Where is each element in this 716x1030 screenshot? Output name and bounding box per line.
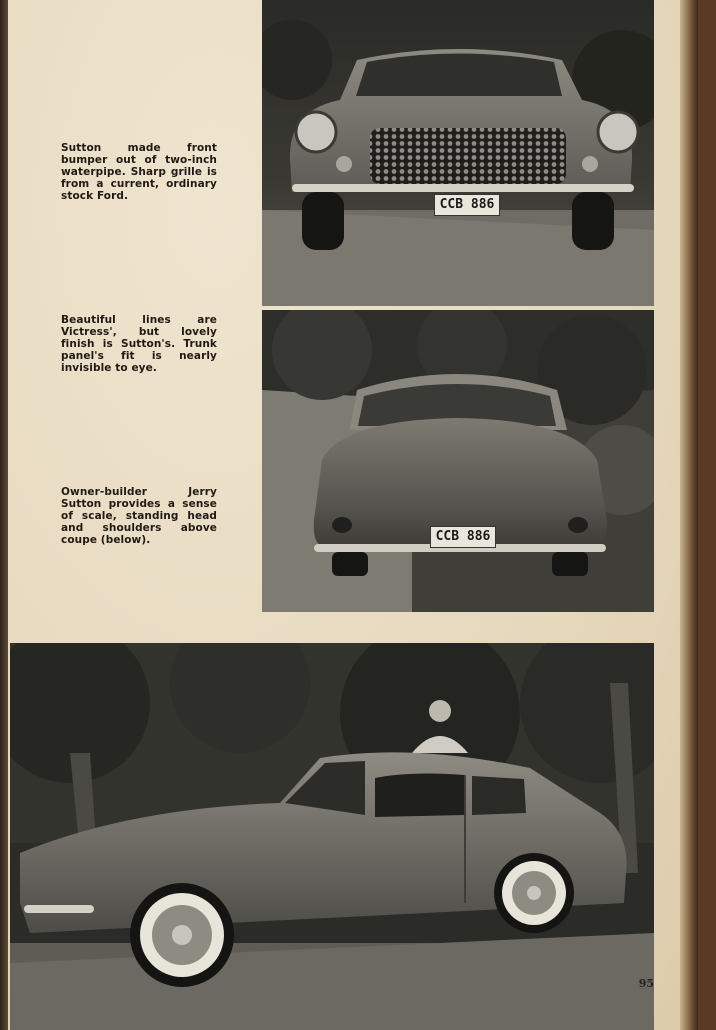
license-plate-rear: CCB 886: [430, 526, 496, 548]
caption-owner-builder: Owner-builder Jerry Sutton provides a sense of scale, standing head and shoulders above coupe (below).: [61, 486, 217, 546]
photo-front-view: [262, 0, 654, 306]
caption-front-bumper: Sutton made front bumper out of two-inch waterpipe. Sharp grille is from a current, ordinary stock Ford.: [61, 142, 217, 202]
page-number: 95: [638, 977, 654, 990]
car-side-illustration: [10, 643, 654, 1030]
photo-side-view-owner: [10, 643, 654, 1030]
magazine-page: [8, 0, 698, 1030]
photo-rear-view: [262, 310, 654, 612]
car-front-illustration: [262, 0, 654, 306]
caption-beautiful-lines: Beautiful lines are Victress', but lovely finish is Sutton's. Trunk panel's fit is nearly invisible to eye.: [61, 314, 217, 374]
car-rear-illustration: [262, 310, 654, 612]
license-plate-front: CCB 886: [434, 194, 500, 216]
page-edge-shadow: [680, 0, 698, 1030]
